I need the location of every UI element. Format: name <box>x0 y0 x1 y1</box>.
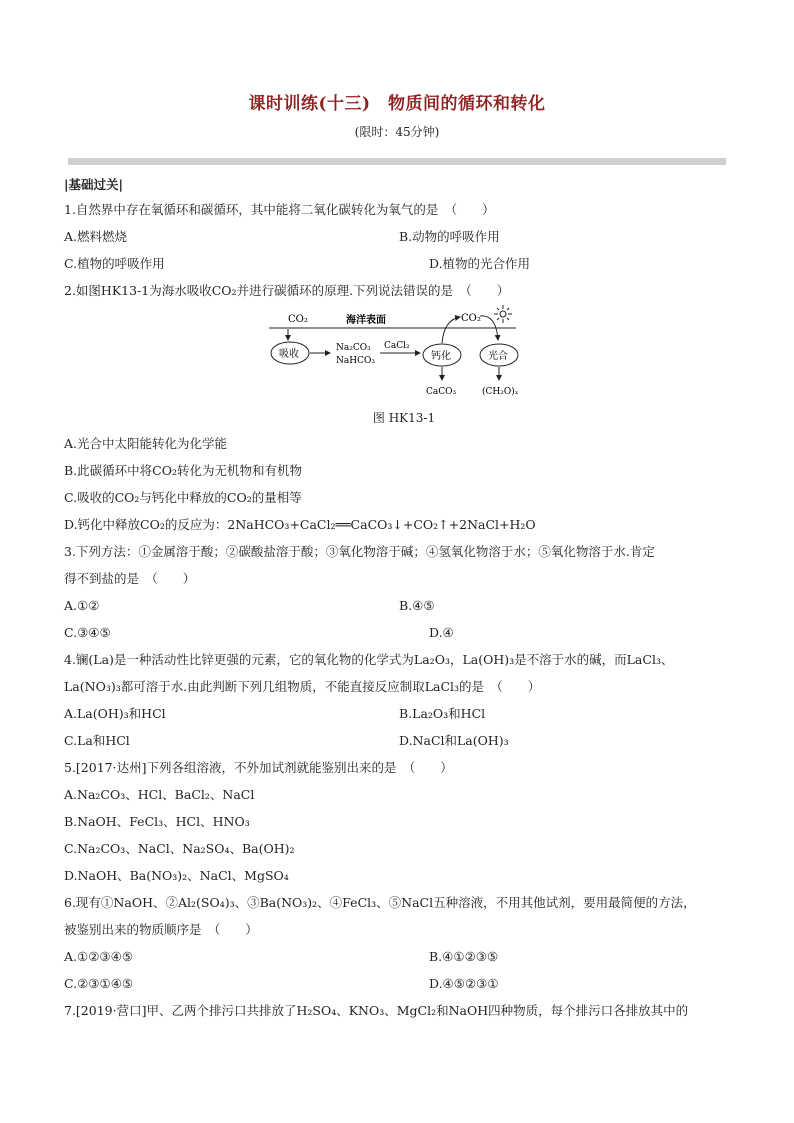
option-b: B.La₂O₃和HCl <box>399 706 486 721</box>
option-d: D.NaOH、Ba(NO₃)₂、NaCl、MgSO₄ <box>64 868 289 883</box>
na2co3-label: Na₂CO₃ <box>336 343 371 353</box>
question-6-options-row1 <box>64 943 744 970</box>
release-co2-arrow <box>442 317 460 343</box>
question-1-options-row2 <box>64 250 744 277</box>
question-3-options-row1 <box>64 592 744 619</box>
option-d: D.④⑤②③① <box>429 976 499 991</box>
co2-left-label: CO₂ <box>288 314 308 325</box>
option-a: A.光合中太阳能转化为化学能 <box>64 436 228 451</box>
question-list <box>64 174 744 1024</box>
option-a: A.Na₂CO₃、HCl、BaCl₂、NaCl <box>64 787 255 802</box>
question-3-stem-line2: 得不到盐的是 （ ） <box>64 571 196 586</box>
figure-caption: 图 HK13-1 <box>372 411 436 425</box>
option-a: A.燃料燃烧 <box>64 229 128 244</box>
nahco3-label: NaHCO₃ <box>336 356 375 366</box>
option-b: B.NaOH、FeCl₃、HCl、HNO₃ <box>64 814 250 829</box>
option-d: D.植物的光合作用 <box>429 256 531 271</box>
option-c: C.La和HCl <box>64 733 130 748</box>
option-b: B.④⑤ <box>399 598 435 613</box>
option-c: C.吸收的CO₂与钙化中释放的CO₂的量相等 <box>64 490 302 505</box>
question-2-stem: 2.如图HK13-1为海水吸收CO₂并进行碳循环的原理.下列说法错误的是 （ ） <box>64 283 510 298</box>
photosynthesis-label: 光合 <box>488 351 508 362</box>
question-3-stem-line1: 3.下列方法：①金属溶于酸；②碳酸盐溶于酸；③氧化物溶于碱；④氢氧化物溶于水；⑤氧化物溶于水.肯定 <box>64 544 655 559</box>
question-6-stem-line1: 6.现有①NaOH、②Al₂(SO₄)₃、③Ba(NO₃)₂、④FeCl₃、⑤NaCl五种溶液，不用其他试剂，要用最简便的方法， <box>64 895 696 910</box>
question-1-stem: 1.自然界中存在氧循环和碳循环，其中能将二氧化碳转化为氧气的是 （ ） <box>64 202 495 217</box>
question-4-stem-line2: La(NO₃)₃都可溶于水.由此判断下列几组物质，不能直接反应制取LaCl₃的是 （ ） <box>64 679 541 694</box>
question-7-stem-line1: 7.[2019·营口]甲、乙两个排污口共排放了H₂SO₄、KNO₃、MgCl₂和NaOH四种物质，每个排污口各排放其中的 <box>64 1003 689 1018</box>
carbon-cycle-figure <box>64 304 744 406</box>
option-b: B.④①②③⑤ <box>429 949 499 964</box>
time-limit: (限时：45分钟) <box>354 125 440 139</box>
option-c: C.③④⑤ <box>64 625 111 640</box>
absorb-label: 吸收 <box>279 349 299 360</box>
cacl2-label: CaCl₂ <box>384 341 410 351</box>
option-c: C.植物的呼吸作用 <box>64 256 165 271</box>
title-divider <box>68 158 726 165</box>
option-d: D.④ <box>429 625 454 640</box>
option-a: A.La(OH)₃和HCl <box>64 706 166 721</box>
option-c: C.Na₂CO₃、NaCl、Na₂SO₄、Ba(OH)₂ <box>64 841 295 856</box>
question-1-options-row1 <box>64 223 744 250</box>
option-b: B.动物的呼吸作用 <box>399 229 500 244</box>
sun-icon <box>494 305 512 323</box>
question-6-stem-line2: 被鉴别出来的物质顺序是 （ ） <box>64 922 258 937</box>
caco3-label: CaCO₃ <box>426 387 457 397</box>
option-b: B.此碳循环中将CO₂转化为无机物和有机物 <box>64 463 302 478</box>
section-label: |基础过关| <box>64 177 124 192</box>
question-3-options-row2 <box>64 619 744 646</box>
question-4-stem-line1: 4.镧(La)是一种活动性比锌更强的元素，它的氧化物的化学式为La₂O₃，La(OH)₃是不溶于水的碱，而LaCl₃、 <box>64 652 674 667</box>
carbon-cycle-diagram <box>64 304 744 406</box>
option-c: C.②③①④⑤ <box>64 976 134 991</box>
question-4-options-row1 <box>64 700 744 727</box>
question-5-stem: 5.[2017·达州]下列各组溶液，不外加试剂就能鉴别出来的是 （ ） <box>64 760 453 775</box>
page-title: 课时训练(十三) 物质间的循环和转化 <box>248 94 546 114</box>
option-a: A.①②③④⑤ <box>64 949 134 964</box>
question-6-options-row2 <box>64 970 744 997</box>
question-4-options-row2 <box>64 727 744 754</box>
option-a: A.①② <box>64 598 100 613</box>
option-d: D.NaCl和La(OH)₃ <box>399 733 509 748</box>
sea-surface-label: 海洋表面 <box>346 315 386 326</box>
calcify-label: 钙化 <box>431 351 451 362</box>
option-d: D.钙化中释放CO₂的反应为：2NaHCO₃+CaCl₂══CaCO₃↓+CO₂↑+2NaCl+H₂O <box>64 517 536 532</box>
co2-right-label: CO₂ <box>461 313 481 324</box>
ch2o-label: (CH₂O)ₓ <box>482 387 519 397</box>
